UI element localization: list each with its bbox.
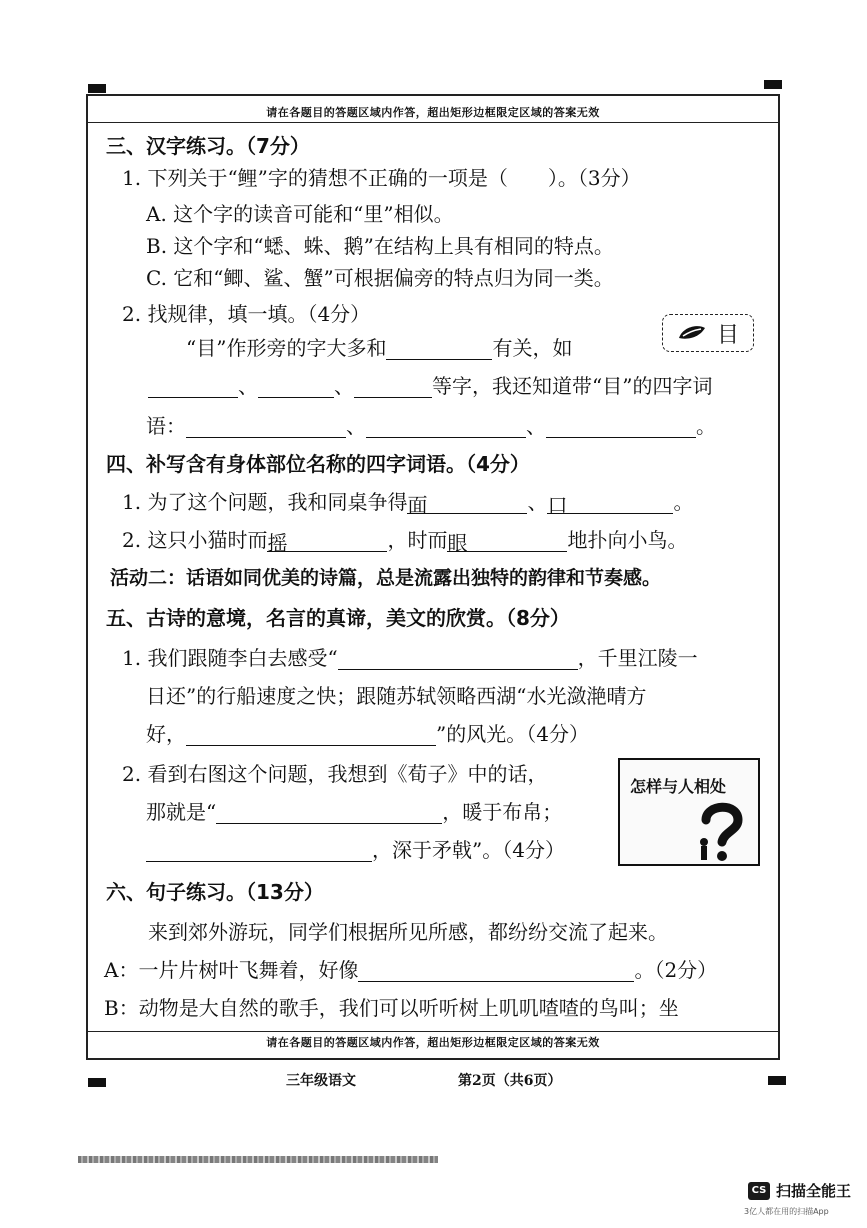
- eye-radical-icon-box: [662, 314, 754, 352]
- sec6-intro: 来到郊外游玩，同学们根据所见所感，都纷纷交流了起来。: [148, 920, 668, 944]
- section-6-title: 六、句子练习。（13分）: [106, 880, 324, 904]
- answer-blank[interactable]: [546, 417, 696, 438]
- text: 2. 这只小猫时而: [122, 528, 268, 552]
- text: 1. 为了这个问题，我和同桌争得: [122, 490, 408, 514]
- sec3-q2-line3: [146, 414, 716, 438]
- section-5-title: 五、古诗的意境，名言的真谛，美文的欣赏。（8分）: [106, 606, 570, 630]
- given-char: 口: [547, 493, 568, 517]
- answer-blank[interactable]: [354, 377, 432, 398]
- activity-2-heading: 活动二：话语如同优美的诗篇，总是流露出独特的韵律和节奏感。: [110, 567, 662, 589]
- sec4-q1: [122, 490, 694, 517]
- sec5-q1-line3: [146, 722, 589, 746]
- bottom-notice: 请在各题目的答题区域内作答，超出矩形边框限定区域的答案无效: [266, 1036, 600, 1049]
- answer-blank[interactable]: [146, 841, 372, 862]
- answer-blank[interactable]: [447, 531, 567, 555]
- answer-blank[interactable]: [547, 493, 673, 517]
- scanner-logo-icon: CS: [748, 1182, 770, 1200]
- sec3-option-b: B. 这个字和“蟋、蛛、鹅”在结构上具有相同的特点。: [146, 234, 614, 258]
- answer-blank[interactable]: [258, 377, 334, 398]
- page-number: 第2页（共6页）: [458, 1073, 562, 1089]
- answer-blank[interactable]: [366, 417, 526, 438]
- answer-blank[interactable]: [148, 377, 238, 398]
- question-mark-figure-icon: [692, 798, 752, 864]
- picture-caption: 怎样与人相处: [630, 777, 727, 796]
- sec5-q2-line1: 2. 看到右图这个问题，我想到《荀子》中的话，: [122, 762, 548, 786]
- subject-label: 三年级语文: [286, 1073, 356, 1089]
- sec3-q2-line1: [186, 336, 572, 360]
- sec5-q1-line1: [122, 646, 698, 670]
- text: 那就是“: [146, 800, 217, 824]
- scan-artifact: [78, 1156, 438, 1163]
- text: 好，: [146, 722, 186, 746]
- text: ”的风光。（4分）: [436, 722, 589, 746]
- text: 等字，我还知道带“目”的四字词: [432, 374, 713, 398]
- section-4-title: 四、补写含有身体部位名称的四字词语。（4分）: [106, 452, 530, 476]
- text: A：一片片树叶飞舞着，好像: [104, 958, 359, 982]
- answer-blank[interactable]: [267, 531, 387, 555]
- text: ，时而: [387, 528, 448, 552]
- text: 。（2分）: [634, 958, 718, 982]
- text: 语：: [146, 414, 186, 438]
- scanner-tagline: 3亿人都在用的扫描App: [744, 1207, 829, 1216]
- text: 。: [696, 414, 716, 438]
- text: 。: [673, 490, 694, 514]
- scanner-watermark: [748, 1180, 851, 1201]
- text: ，深于矛戟”。（4分）: [372, 838, 565, 862]
- registration-mark: [88, 1078, 106, 1087]
- answer-blank[interactable]: [407, 493, 527, 517]
- sec5-q1-line2: 日还”的行船速度之快；跟随苏轼领略西湖“水光潋滟晴方: [146, 684, 647, 708]
- text: 、: [346, 414, 366, 438]
- text: 有关，如: [492, 336, 573, 360]
- answer-blank[interactable]: [186, 417, 346, 438]
- sec6-a: [104, 958, 717, 982]
- sec4-q2: [122, 528, 688, 555]
- text: 、: [238, 374, 258, 398]
- text: ，暖于布帛；: [442, 800, 563, 824]
- registration-mark: [88, 84, 106, 93]
- registration-mark: [768, 1076, 786, 1085]
- answer-blank[interactable]: [216, 803, 442, 824]
- text: 、: [334, 374, 354, 398]
- sec3-q1: 1. 下列关于“鲤”字的猜想不正确的一项是（ ）。（3分）: [122, 166, 641, 190]
- sec3-option-c: C. 它和“鲫、鲨、蟹”可根据偏旁的特点归为同一类。: [146, 266, 614, 290]
- text: 、: [526, 414, 546, 438]
- sec6-b: B：动物是大自然的歌手，我们可以听听树上叽叽喳喳的鸟叫；坐: [104, 996, 679, 1020]
- divider: [88, 122, 778, 123]
- sec5-q2-line2: [146, 800, 562, 824]
- sec3-option-a: A. 这个字的读音可能和“里”相似。: [146, 202, 454, 226]
- answer-blank[interactable]: [386, 339, 492, 360]
- text: ，千里江陵一: [577, 646, 698, 670]
- given-char: 摇: [267, 531, 288, 555]
- answer-blank[interactable]: [186, 725, 436, 746]
- answer-blank[interactable]: [338, 649, 578, 670]
- top-notice: 请在各题目的答题区域内作答，超出矩形边框限定区域的答案无效: [266, 106, 600, 119]
- answer-blank[interactable]: [358, 961, 634, 982]
- question-picture: [618, 758, 760, 866]
- scanner-app-name: 扫描全能王: [776, 1182, 852, 1200]
- divider: [88, 1031, 778, 1032]
- text: “目”作形旁的字大多和: [186, 336, 387, 360]
- eye-char: 目: [716, 322, 739, 348]
- registration-mark: [764, 80, 782, 89]
- sec3-q2-line2: [148, 374, 712, 398]
- text: 地扑向小鸟。: [567, 528, 688, 552]
- leaf-icon: [677, 324, 707, 342]
- given-char: 眼: [447, 531, 468, 555]
- sec5-q2-line3: [146, 838, 565, 862]
- section-3-title: 三、汉字练习。（7分）: [106, 134, 310, 158]
- text: 1. 我们跟随李白去感受“: [122, 646, 338, 670]
- text: 、: [527, 490, 548, 514]
- given-char: 面: [407, 493, 428, 517]
- sec3-q2: 2. 找规律，填一填。（4分）: [122, 302, 371, 326]
